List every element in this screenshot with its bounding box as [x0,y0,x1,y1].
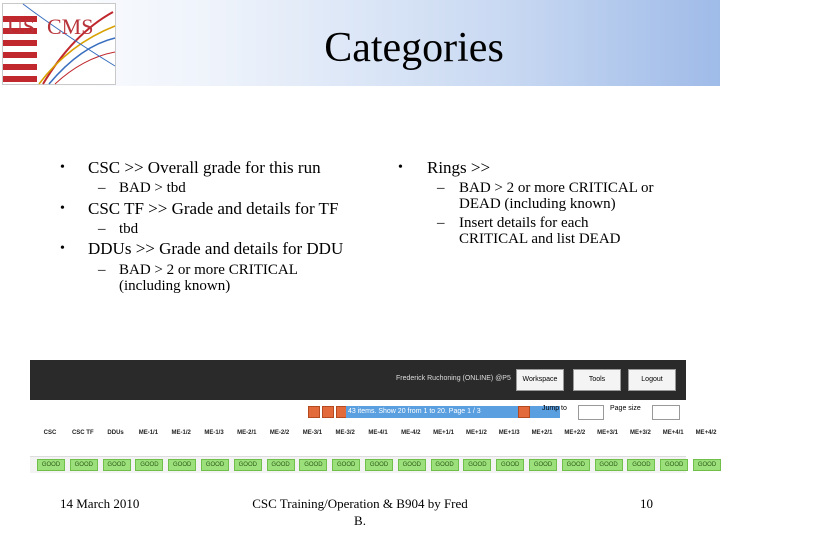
grade-cell[interactable]: GOOD [201,459,229,471]
sub-csc-tf: tbd [119,221,139,237]
prev-page-icon[interactable] [322,406,334,418]
grade-cell[interactable]: GOOD [70,459,98,471]
jump-label: Jump to [542,405,567,412]
column-header[interactable]: ME+2/1 [531,430,553,436]
footer-page-number: 10 [640,496,653,511]
tools-button[interactable]: Tools [573,369,621,391]
column-header[interactable]: DDUs [107,430,124,436]
column-header[interactable]: CSC TF [71,430,94,436]
column-header[interactable]: ME+3/2 [629,430,651,436]
sub-dash: – [437,215,445,231]
grade-cell[interactable]: GOOD [103,459,131,471]
column-header[interactable]: ME+1/2 [465,430,487,436]
logout-button[interactable]: Logout [628,369,676,391]
grade-cell[interactable]: GOOD [332,459,360,471]
jump-input[interactable] [578,405,604,420]
user-label: Frederick Ruchoning (ONLINE) @P5 [396,375,511,382]
grade-cell[interactable]: GOOD [299,459,327,471]
grade-cell[interactable]: GOOD [627,459,655,471]
column-header[interactable]: ME+4/1 [662,430,684,436]
column-header[interactable]: ME-3/2 [335,430,355,436]
bullet-csc-tf: CSC TF >> Grade and details for TF [88,199,339,218]
sub-rings-insert: Insert details for each CRITICAL and list DEAD [459,215,621,247]
column-header[interactable]: ME-3/1 [302,430,323,436]
sub-csc: BAD > tbd [119,180,186,196]
column-header[interactable]: ME-2/2 [269,430,290,436]
bullet-csc: CSC >> Overall grade for this run [88,158,321,177]
grade-cell[interactable]: GOOD [37,459,65,471]
sub-dash: – [98,180,106,196]
column-header[interactable]: CSC [43,430,57,436]
bullet-rings: Rings >> [427,158,491,177]
grade-cell[interactable]: GOOD [234,459,262,471]
column-header[interactable]: ME-1/2 [171,430,191,436]
sub-dash: – [437,180,445,196]
grade-cell[interactable]: GOOD [267,459,295,471]
grade-cell[interactable]: GOOD [168,459,196,471]
slide-title: Categories [324,25,504,71]
bullet-glyph: • [60,201,65,216]
column-header[interactable]: ME-4/1 [368,430,388,436]
grade-cell[interactable]: GOOD [529,459,557,471]
bullet-glyph: • [60,160,65,175]
sub-dash: – [98,262,106,278]
sub-rings-bad: BAD > 2 or more CRITICAL or DEAD (including known) [459,180,654,212]
dqm-screenshot [30,360,717,480]
svg-text:US: US [7,14,36,39]
grade-cell[interactable]: GOOD [463,459,491,471]
bullet-glyph: • [60,241,65,256]
sub-dash: – [98,221,106,237]
svg-text:CMS: CMS [47,14,94,39]
grade-cell[interactable]: GOOD [135,459,163,471]
column-header[interactable]: ME-1/3 [204,430,224,436]
column-header[interactable]: ME+1/1 [433,430,455,436]
grade-cell[interactable]: GOOD [693,459,721,471]
grade-cell[interactable]: GOOD [660,459,688,471]
workspace-button[interactable]: Workspace [516,369,564,391]
column-header[interactable]: ME-1/1 [138,430,159,436]
column-header[interactable]: ME+2/2 [564,430,586,436]
grade-cell[interactable]: GOOD [595,459,623,471]
grade-cell[interactable]: GOOD [562,459,590,471]
column-header[interactable]: ME-4/2 [401,430,421,436]
column-header[interactable]: ME-2/1 [237,430,257,436]
slide-header [0,0,720,86]
grade-cell[interactable]: GOOD [365,459,393,471]
grade-cell[interactable]: GOOD [398,459,426,471]
bullet-glyph: • [398,160,403,175]
bullet-ddus: DDUs >> Grade and details for DDU [88,239,344,258]
grade-cell[interactable]: GOOD [431,459,459,471]
first-page-icon[interactable] [308,406,320,418]
page-size-label: Page size [610,405,641,412]
footer-center: CSC Training/Operation & B904 by Fred B. [252,496,468,528]
last-page-icon[interactable] [518,406,530,418]
column-header[interactable]: ME+1/3 [498,430,520,436]
column-headers [30,430,717,446]
grade-cell[interactable]: GOOD [496,459,524,471]
page-size-select[interactable] [652,405,680,420]
column-header[interactable]: ME+3/1 [597,430,619,436]
grade-row [30,456,717,473]
column-header[interactable]: ME+4/2 [695,430,717,436]
sub-ddus: BAD > 2 or more CRITICAL (including known) [119,262,298,294]
app-topbar [30,360,686,400]
footer-date: 14 March 2010 [60,496,140,511]
pager-info: 43 items. Show 20 from 1 to 20. Page 1 / 3 [346,406,560,418]
